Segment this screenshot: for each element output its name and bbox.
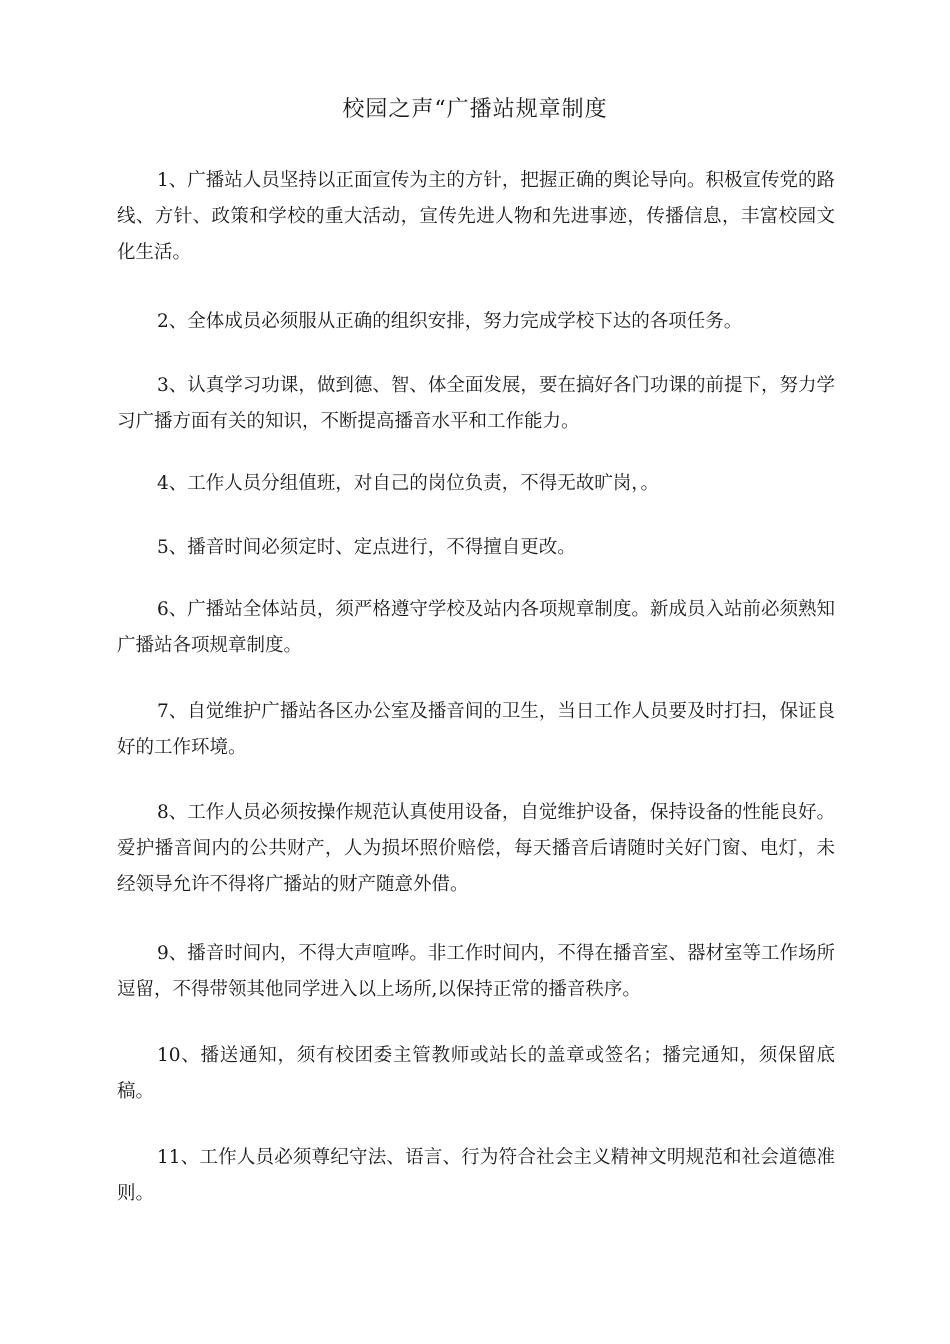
- document-title: 校园之声“广播站规章制度: [342, 97, 608, 122]
- rule-paragraph-10: 10、播送通知，须有校团委主管教师或站长的盖章或签名；播完通知，须保留底稿。: [117, 1045, 835, 1102]
- rule-paragraph-7: 7、自觉维护广播站各区办公室及播音间的卫生，当日工作人员要及时打扫，保证良好的工作环境。: [117, 701, 835, 758]
- rule-paragraph-6: 6、广播站全体站员，须严格遵守学校及站内各项规章制度。新成员入站前必须熟知广播站各项规章制度。: [117, 599, 835, 656]
- rule-paragraph-1: 1、广播站人员坚持以正面宣传为主的方针，把握正确的舆论导向。积极宣传党的路线、方针、政策和学校的重大活动，宣传先进人物和先进事迹，传播信息，丰富校园文化生活。: [117, 170, 835, 263]
- rule-paragraph-3: 3、认真学习功课，做到德、智、体全面发展，要在搞好各门功课的前提下，努力学习广播方面有关的知识，不断提高播音水平和工作能力。: [117, 375, 835, 432]
- rule-paragraph-5: 5、播音时间必须定时、定点进行，不得擅自更改。: [157, 537, 576, 558]
- rule-paragraph-11: 11、工作人员必须尊纪守法、语言、行为符合社会主义精神文明规范和社会道德准则。: [117, 1147, 835, 1204]
- rule-paragraph-2: 2、全体成员必须服从正确的组织安排，努力完成学校下达的各项任务。: [157, 311, 743, 332]
- rule-paragraph-8: 8、工作人员必须按操作规范认真使用设备，自觉维护设备，保持设备的性能良好。爱护播音间内的公共财产，人为损坏照价赔偿，每天播音后请随时关好门窗、电灯，未经领导允许不得将广播站的财产随意外借。: [117, 802, 835, 895]
- rule-paragraph-9: 9、播音时间内，不得大声喧哗。非工作时间内，不得在播音室、器材室等工作场所逗留，不得带领其他同学进入以上场所,以保持正常的播音秩序。: [117, 943, 835, 1000]
- rule-paragraph-4: 4、工作人员分组值班，对自己的岗位负责，不得无故旷岗，。: [157, 473, 660, 494]
